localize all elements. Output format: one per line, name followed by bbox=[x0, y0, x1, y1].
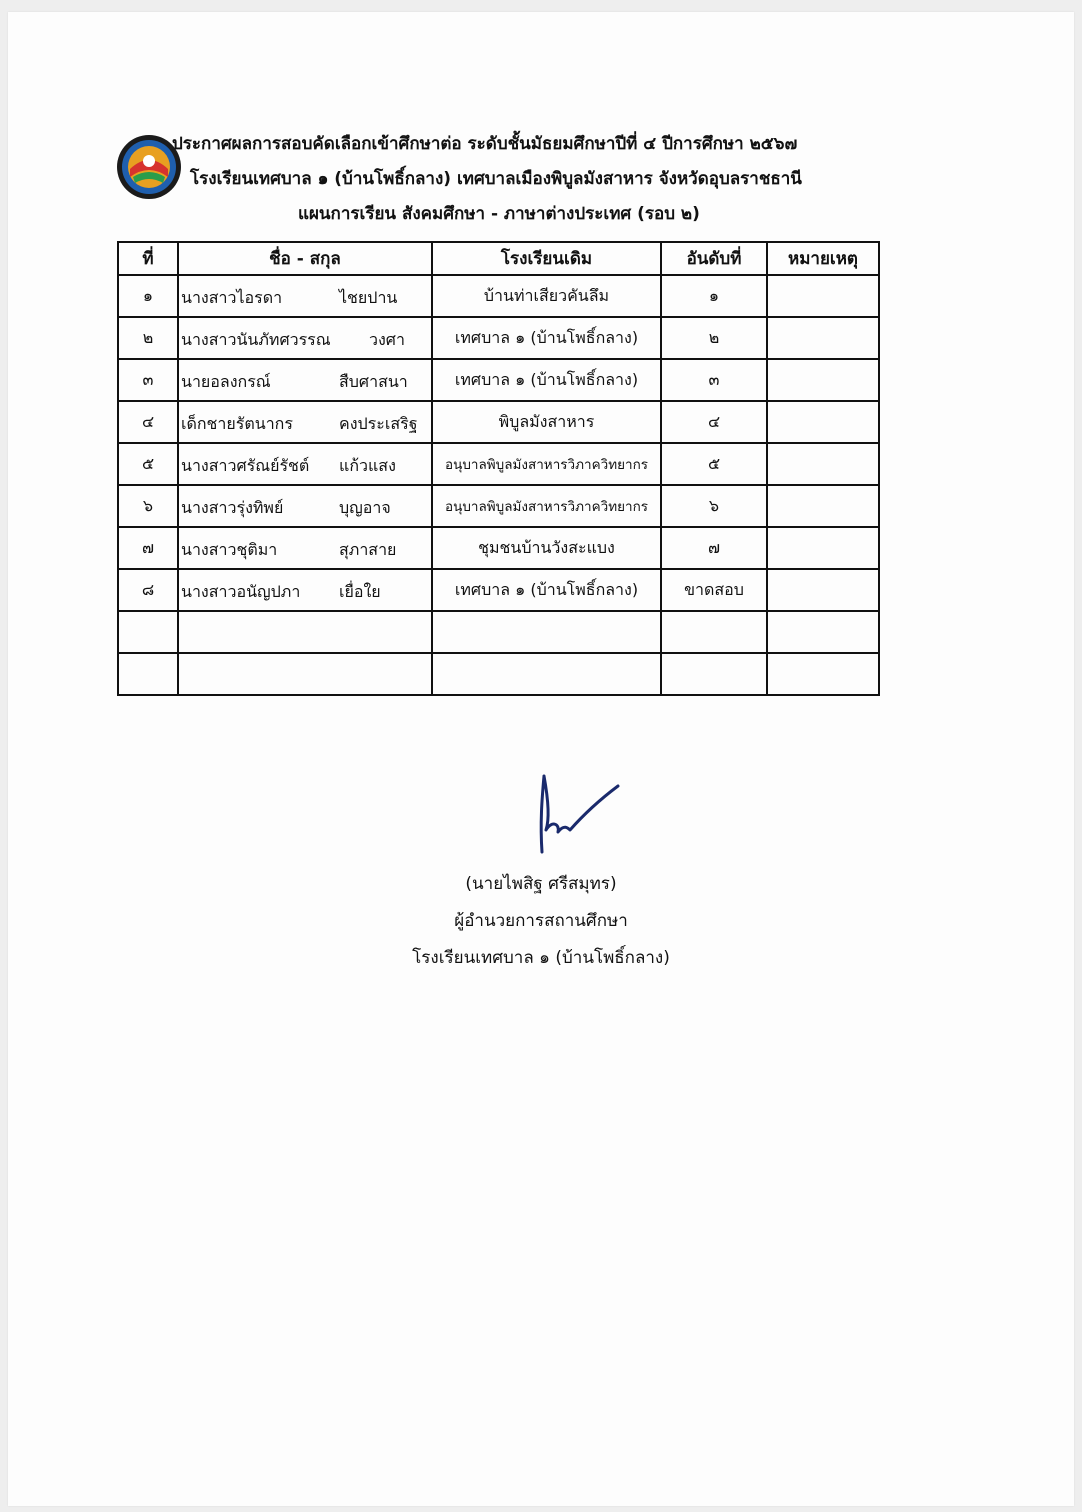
signer-position: ผู้อำนวยการสถานศึกษา bbox=[454, 911, 628, 931]
row-school: เทศบาล ๑ (บ้านโพธิ์กลาง) bbox=[432, 317, 661, 359]
last-name: ไชยปาน bbox=[339, 288, 398, 307]
row-school: บ้านท่าเสียวคันลึม bbox=[432, 275, 661, 317]
table-row bbox=[118, 317, 879, 359]
row-note bbox=[767, 485, 879, 527]
last-name: เยื่อใย bbox=[339, 582, 381, 601]
row-note bbox=[767, 611, 879, 653]
row-school: อนุบาลพิบูลมังสาหารวิภาควิทยากร bbox=[432, 443, 661, 485]
row-rank: ๒ bbox=[661, 317, 767, 359]
row-rank: ๔ bbox=[661, 401, 767, 443]
row-no: ๔ bbox=[118, 401, 178, 443]
row-rank bbox=[661, 653, 767, 695]
row-school: อนุบาลพิบูลมังสาหารวิภาควิทยากร bbox=[432, 485, 661, 527]
first-name: นางสาวรุ่งทิพย์ bbox=[181, 498, 284, 517]
column-header-rank: อันดับที่ bbox=[661, 242, 767, 275]
table-row bbox=[118, 443, 879, 485]
column-header-no: ที่ bbox=[118, 242, 178, 275]
row-note bbox=[767, 401, 879, 443]
first-name: เด็กชายรัตนากร bbox=[181, 414, 293, 433]
row-name bbox=[178, 401, 432, 443]
results-table bbox=[117, 241, 880, 696]
document-page bbox=[8, 12, 1074, 1506]
column-header-name: ชื่อ - สกุล bbox=[178, 242, 432, 275]
signer-name: (นายไพสิฐ ศรีสมุทร) bbox=[465, 874, 617, 894]
row-name bbox=[178, 317, 432, 359]
row-school: ชุมชนบ้านวังสะแบง bbox=[432, 527, 661, 569]
row-note bbox=[767, 359, 879, 401]
row-name bbox=[178, 653, 432, 695]
table-row-empty bbox=[118, 611, 879, 653]
row-name bbox=[178, 611, 432, 653]
row-no: ๗ bbox=[118, 527, 178, 569]
signer-school: โรงเรียนเทศบาล ๑ (บ้านโพธิ์กลาง) bbox=[412, 948, 670, 968]
table-row bbox=[118, 527, 879, 569]
table-row bbox=[118, 401, 879, 443]
row-no: ๑ bbox=[118, 275, 178, 317]
first-name: นางสาวอนัญปภา bbox=[181, 582, 301, 601]
column-header-note: หมายเหตุ bbox=[767, 242, 879, 275]
row-no: ๓ bbox=[118, 359, 178, 401]
row-school: เทศบาล ๑ (บ้านโพธิ์กลาง) bbox=[432, 569, 661, 611]
first-name: นายอลงกรณ์ bbox=[181, 372, 271, 391]
row-no: ๒ bbox=[118, 317, 178, 359]
row-no: ๕ bbox=[118, 443, 178, 485]
last-name: สืบศาสนา bbox=[339, 372, 408, 391]
header-title-line: ประกาศผลการสอบคัดเลือกเข้าศึกษาต่อ ระดับชั้นมัธยมศึกษาปีที่ ๔ ปีการศึกษา ๒๕๖๗ bbox=[172, 134, 798, 154]
row-note bbox=[767, 317, 879, 359]
table-row bbox=[118, 275, 879, 317]
table-header-row bbox=[118, 242, 879, 275]
last-name: คงประเสริฐ bbox=[339, 414, 418, 433]
first-name: นางสาวไอรดา bbox=[181, 288, 283, 307]
last-name: บุญอาจ bbox=[339, 498, 391, 517]
table-row bbox=[118, 485, 879, 527]
row-note bbox=[767, 527, 879, 569]
table-row-empty bbox=[118, 653, 879, 695]
row-rank: ๖ bbox=[661, 485, 767, 527]
row-rank: ๓ bbox=[661, 359, 767, 401]
row-name bbox=[178, 443, 432, 485]
row-no: ๘ bbox=[118, 569, 178, 611]
row-note bbox=[767, 569, 879, 611]
header-program-line: แผนการเรียน สังคมศึกษา - ภาษาต่างประเทศ (รอบ ๒) bbox=[298, 204, 700, 224]
signature-mark bbox=[530, 768, 630, 858]
row-rank: ขาดสอบ bbox=[661, 569, 767, 611]
row-name bbox=[178, 569, 432, 611]
first-name: นางสาวชุติมา bbox=[181, 540, 278, 559]
row-no bbox=[118, 653, 178, 695]
row-school bbox=[432, 653, 661, 695]
row-name bbox=[178, 527, 432, 569]
row-rank: ๗ bbox=[661, 527, 767, 569]
row-rank: ๕ bbox=[661, 443, 767, 485]
last-name: สุภาสาย bbox=[339, 540, 397, 559]
row-no: ๖ bbox=[118, 485, 178, 527]
row-name bbox=[178, 485, 432, 527]
last-name: แก้วแสง bbox=[339, 456, 396, 475]
row-name bbox=[178, 359, 432, 401]
row-school: เทศบาล ๑ (บ้านโพธิ์กลาง) bbox=[432, 359, 661, 401]
row-note bbox=[767, 653, 879, 695]
header-school-line: โรงเรียนเทศบาล ๑ (บ้านโพธิ์กลาง) เทศบาลเมืองพิบูลมังสาหาร จังหวัดอุบลราชธานี bbox=[190, 169, 802, 189]
table-row bbox=[118, 569, 879, 611]
first-name: นางสาวนันภัทศวรรณ bbox=[181, 330, 331, 349]
row-name bbox=[178, 275, 432, 317]
column-header-school: โรงเรียนเดิม bbox=[432, 242, 661, 275]
row-note bbox=[767, 443, 879, 485]
row-school: พิบูลมังสาหาร bbox=[432, 401, 661, 443]
last-name: วงศา bbox=[369, 330, 405, 349]
first-name: นางสาวศรัณย์รัชต์ bbox=[181, 456, 310, 475]
row-rank bbox=[661, 611, 767, 653]
row-school bbox=[432, 611, 661, 653]
row-note bbox=[767, 275, 879, 317]
row-rank: ๑ bbox=[661, 275, 767, 317]
table-row bbox=[118, 359, 879, 401]
row-no bbox=[118, 611, 178, 653]
